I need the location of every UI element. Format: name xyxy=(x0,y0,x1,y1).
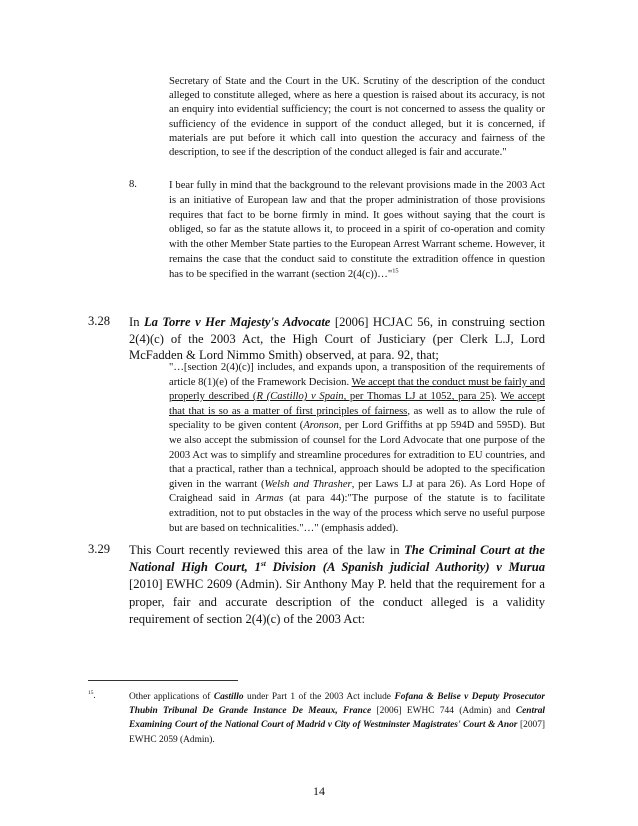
quote-text: "…[section 2(4)(c)] includes, and expands upon, a transposition of the requirements of article 8(1)(e) of the Framework Decision. xyxy=(169,362,545,388)
footnote-divider xyxy=(88,680,238,681)
case-name: Fofana & Belise v Deputy Prosecutor Thubin Tribunal De Grande Instance De Meaux, France xyxy=(129,692,546,717)
footnote-number xyxy=(88,690,96,700)
footnote-text: [2006] EWHC 744 (Admin) and xyxy=(376,706,511,717)
footnote-reference[interactable]: 15 xyxy=(392,267,399,275)
paragraph-intro: This Court recently reviewed this area of the law in xyxy=(129,543,400,557)
page-number: 14 xyxy=(313,784,325,798)
case-citation: Armas xyxy=(255,493,284,505)
paragraph-intro: In xyxy=(129,315,140,329)
paragraph-3-29 xyxy=(129,542,545,628)
case-name: Castillo xyxy=(213,692,244,702)
paragraph-number-3-28: 3.28 xyxy=(88,314,111,328)
quote-text: , per Laws LJ at para 26). As Lord Hope of Craighead said in xyxy=(169,478,545,505)
la-torre-quotation xyxy=(169,361,545,536)
quoted-paragraph-8 xyxy=(169,179,545,283)
quotation-continued xyxy=(169,75,545,160)
quote-text: , as well as to allow the rule of speciality to be given content ( xyxy=(169,405,545,432)
case-citation: Aronson xyxy=(303,420,339,432)
paragraph-text: I bear fully in mind that the background to the relevant provisions made in the 2003 Act is an initiative of European law and that the proper administration of those provisions requires that fact to be borne firmly in mind. It goes without saying that the court is obliged, so far as the statute allows it, to proceed in a spirit of co-operation and comity with the other Member State parties to the European Arrest Warrant scheme. However, it remains the case that the conduct said to constitute the extradition offence in question has to be specified in the warrant (section 2(4(c))…" xyxy=(169,180,545,280)
case-citation: Welsh and Thrasher xyxy=(264,478,352,490)
case-name-part: The Criminal Court at the National High Court, 1 xyxy=(129,543,545,575)
footnote-text: under Part 1 of the 2003 Act include xyxy=(247,692,391,702)
ordinal-suffix: st xyxy=(260,559,266,569)
footnote-15 xyxy=(129,690,545,747)
quote-text: . xyxy=(494,391,501,403)
paragraph-3-28 xyxy=(129,314,545,364)
quote-text: , per Lord Griffiths at pp 594D and 595D). But we also accept the submission of counsel for the Lord Advocate that one purpose of the 2003 Act was to simplify and streamline procedures for extradition to EU countries, and that a practical, rather than a technical, approach should be adopted to the specification given in the warrant ( xyxy=(169,420,545,490)
case-name: Central Examining Court of the National Court of Madrid v City of Westminster Magistrates' Court & Anor xyxy=(129,706,546,731)
emphasis-underline: We accept that that is so as a matter of first principles of fairness xyxy=(169,391,545,417)
underlined-text: , per Thomas LJ at 1052, para 25) xyxy=(343,391,495,403)
footnote-marker: 15 xyxy=(88,690,94,696)
footnote-dot: . xyxy=(93,690,96,700)
paragraph-text: [2006] HCJAC 56, in construing section 2(4)(c) of the 2003 Act, the High Court of Justiciary (per Clerk L.J, Lord McFadden & Lord Nimmo Smith) observed, at para. 92, that; xyxy=(129,315,545,363)
underlined-text: We accept that the conduct must be fairly and properly described ( xyxy=(169,376,545,403)
footnote-text: [2007] EWHC 2059 (Admin). xyxy=(129,720,546,745)
case-name: La Torre v Her Majesty's Advocate xyxy=(143,315,331,329)
case-citation: R (Castillo) v Spain xyxy=(256,391,344,403)
paragraph-text: [2010] EWHC 2609 (Admin). Sir Anthony May P. held that the requirement for a proper, fair and accurate description of the conduct alleged is a validity requirement of section 2(4)(c) of the 2003 Act: xyxy=(129,577,545,626)
subparagraph-number: 8. xyxy=(129,179,137,190)
paragraph-number-3-29: 3.29 xyxy=(88,542,111,556)
quote-text: (at para 44):"The purpose of the statute is to facilitate extradition, not to put obstacles in the way of the process which serve no useful purpose but are based on technicalities."…" (emphasis added). xyxy=(169,493,545,534)
footnote-text: Other applications of xyxy=(129,692,211,702)
quotation-text: Secretary of State and the Court in the UK. Scrutiny of the description of the conduct alleged to constitute alleged, where as here a question is raised about its accuracy, is not an enquiry into evidential sufficiency; the court is not concerned to assess the quality or sufficiency of the evidence in support of the conduct alleged, but it is concerned, if materials are put before it which call into question the accuracy and fairness of the description, to see if the description of the conduct alleged is fair and accurate." xyxy=(169,76,545,159)
case-name-part: Division (A Spanish judicial Authority) v Murua xyxy=(272,560,545,575)
